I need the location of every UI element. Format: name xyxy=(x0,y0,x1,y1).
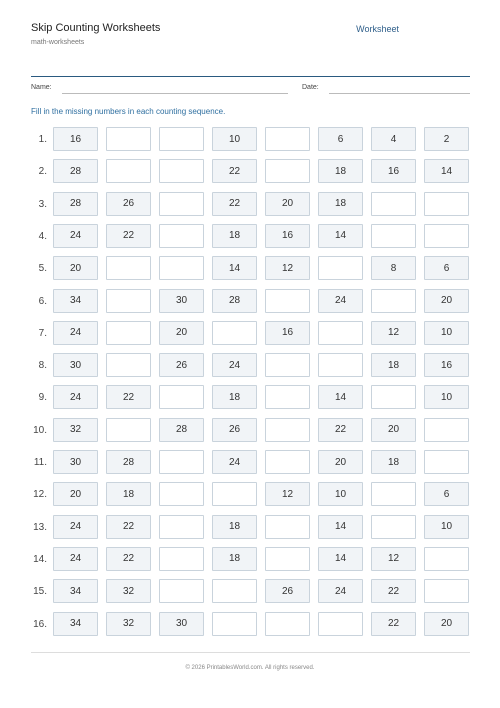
answer-blank-cell[interactable] xyxy=(106,418,151,442)
given-number-cell: 18 xyxy=(371,353,416,377)
footer-divider xyxy=(31,652,470,653)
given-number-cell: 34 xyxy=(53,612,98,636)
answer-blank-cell[interactable] xyxy=(106,321,151,345)
answer-blank-cell[interactable] xyxy=(265,450,310,474)
given-number-cell: 24 xyxy=(53,515,98,539)
answer-blank-cell[interactable] xyxy=(371,385,416,409)
problem-number: 14. xyxy=(33,553,47,565)
given-number-cell: 14 xyxy=(318,385,363,409)
given-number-cell: 24 xyxy=(53,224,98,248)
given-number-cell: 10 xyxy=(318,482,363,506)
given-number-cell: 14 xyxy=(318,547,363,571)
given-number-cell: 30 xyxy=(53,353,98,377)
problem-number: 11. xyxy=(33,457,47,468)
given-number-cell: 34 xyxy=(53,289,98,313)
given-number-cell: 16 xyxy=(53,127,98,151)
problem-number: 2. xyxy=(38,166,47,178)
given-number-cell: 20 xyxy=(371,418,416,442)
answer-blank-cell[interactable] xyxy=(424,418,469,442)
date-label: Date: xyxy=(302,84,319,91)
problem-number: 4. xyxy=(38,230,47,242)
answer-blank-cell[interactable] xyxy=(265,127,310,151)
answer-blank-cell[interactable] xyxy=(371,515,416,539)
problem-number: 13. xyxy=(33,521,47,533)
answer-blank-cell[interactable] xyxy=(159,192,204,216)
given-number-cell: 20 xyxy=(424,289,469,313)
given-number-cell: 20 xyxy=(318,450,363,474)
given-number-cell: 28 xyxy=(159,418,204,442)
problem-number: 1. xyxy=(38,134,47,145)
answer-blank-cell[interactable] xyxy=(318,353,363,377)
answer-blank-cell[interactable] xyxy=(265,612,310,636)
given-number-cell: 8 xyxy=(371,256,416,280)
given-number-cell: 10 xyxy=(424,385,469,409)
answer-blank-cell[interactable] xyxy=(159,256,204,280)
given-number-cell: 24 xyxy=(212,353,257,377)
given-number-cell: 16 xyxy=(371,159,416,183)
given-number-cell: 6 xyxy=(424,256,469,280)
given-number-cell: 10 xyxy=(424,321,469,345)
answer-blank-cell[interactable] xyxy=(265,547,310,571)
document-type-label: Worksheet xyxy=(356,24,399,34)
answer-blank-cell[interactable] xyxy=(318,612,363,636)
given-number-cell: 16 xyxy=(424,353,469,377)
answer-blank-cell[interactable] xyxy=(424,450,469,474)
given-number-cell: 18 xyxy=(318,192,363,216)
given-number-cell: 22 xyxy=(106,385,151,409)
answer-blank-cell[interactable] xyxy=(318,256,363,280)
given-number-cell: 20 xyxy=(265,192,310,216)
answer-blank-cell[interactable] xyxy=(212,321,257,345)
answer-blank-cell[interactable] xyxy=(159,224,204,248)
answer-blank-cell[interactable] xyxy=(106,289,151,313)
given-number-cell: 22 xyxy=(212,159,257,183)
given-number-cell: 12 xyxy=(265,256,310,280)
given-number-cell: 28 xyxy=(53,159,98,183)
name-field[interactable] xyxy=(62,93,288,94)
answer-blank-cell[interactable] xyxy=(318,321,363,345)
given-number-cell: 24 xyxy=(318,289,363,313)
date-field[interactable] xyxy=(329,93,470,94)
answer-blank-cell[interactable] xyxy=(159,482,204,506)
given-number-cell: 32 xyxy=(106,579,151,603)
answer-blank-cell[interactable] xyxy=(212,482,257,506)
given-number-cell: 18 xyxy=(106,482,151,506)
given-number-cell: 22 xyxy=(318,418,363,442)
answer-blank-cell[interactable] xyxy=(159,515,204,539)
worksheet-title: Skip Counting Worksheets xyxy=(31,22,161,34)
given-number-cell: 6 xyxy=(424,482,469,506)
given-number-cell: 24 xyxy=(53,547,98,571)
answer-blank-cell[interactable] xyxy=(212,612,257,636)
given-number-cell: 22 xyxy=(106,515,151,539)
problem-number: 6. xyxy=(38,295,47,307)
given-number-cell: 14 xyxy=(318,224,363,248)
given-number-cell: 32 xyxy=(53,418,98,442)
answer-blank-cell[interactable] xyxy=(265,353,310,377)
given-number-cell: 14 xyxy=(318,515,363,539)
given-number-cell: 14 xyxy=(212,256,257,280)
given-number-cell: 34 xyxy=(53,579,98,603)
given-number-cell: 26 xyxy=(159,353,204,377)
given-number-cell: 16 xyxy=(265,321,310,345)
given-number-cell: 22 xyxy=(212,192,257,216)
given-number-cell: 22 xyxy=(106,224,151,248)
given-number-cell: 18 xyxy=(318,159,363,183)
problem-number: 10. xyxy=(33,424,47,436)
answer-blank-cell[interactable] xyxy=(159,385,204,409)
answer-blank-cell[interactable] xyxy=(212,579,257,603)
given-number-cell: 16 xyxy=(265,224,310,248)
given-number-cell: 14 xyxy=(424,159,469,183)
given-number-cell: 26 xyxy=(106,192,151,216)
answer-blank-cell[interactable] xyxy=(265,159,310,183)
problem-number: 16. xyxy=(33,618,47,630)
answer-blank-cell[interactable] xyxy=(424,224,469,248)
answer-blank-cell[interactable] xyxy=(371,482,416,506)
given-number-cell: 18 xyxy=(212,224,257,248)
given-number-cell: 20 xyxy=(53,256,98,280)
answer-blank-cell[interactable] xyxy=(265,385,310,409)
given-number-cell: 20 xyxy=(53,482,98,506)
instructions-text: Fill in the missing numbers in each counting sequence. xyxy=(31,107,226,116)
worksheet-subtitle: math-worksheets xyxy=(31,39,85,46)
given-number-cell: 26 xyxy=(265,579,310,603)
given-number-cell: 32 xyxy=(106,612,151,636)
given-number-cell: 10 xyxy=(424,515,469,539)
answer-blank-cell[interactable] xyxy=(371,224,416,248)
given-number-cell: 18 xyxy=(212,547,257,571)
answer-blank-cell[interactable] xyxy=(159,547,204,571)
problem-number: 15. xyxy=(33,586,47,598)
answer-blank-cell[interactable] xyxy=(265,289,310,313)
problem-number: 3. xyxy=(38,198,47,210)
answer-blank-cell[interactable] xyxy=(371,192,416,216)
given-number-cell: 22 xyxy=(371,612,416,636)
given-number-cell: 20 xyxy=(159,321,204,345)
given-number-cell: 24 xyxy=(212,450,257,474)
given-number-cell: 30 xyxy=(53,450,98,474)
header-divider xyxy=(31,76,470,77)
answer-blank-cell[interactable] xyxy=(424,579,469,603)
given-number-cell: 18 xyxy=(212,515,257,539)
answer-blank-cell[interactable] xyxy=(424,547,469,571)
answer-blank-cell[interactable] xyxy=(159,127,204,151)
given-number-cell: 30 xyxy=(159,612,204,636)
given-number-cell: 12 xyxy=(371,321,416,345)
given-number-cell: 28 xyxy=(106,450,151,474)
given-number-cell: 22 xyxy=(106,547,151,571)
given-number-cell: 24 xyxy=(53,321,98,345)
copyright-footer: © 2026 PrintablesWorld.com. All rights reserved. xyxy=(185,665,315,671)
answer-blank-cell[interactable] xyxy=(106,256,151,280)
given-number-cell: 30 xyxy=(159,289,204,313)
given-number-cell: 24 xyxy=(318,579,363,603)
given-number-cell: 10 xyxy=(212,127,257,151)
problem-number: 5. xyxy=(38,263,47,275)
answer-blank-cell[interactable] xyxy=(159,159,204,183)
answer-blank-cell[interactable] xyxy=(106,353,151,377)
problem-number: 12. xyxy=(33,489,47,501)
name-label: Name: xyxy=(31,84,52,91)
given-number-cell: 20 xyxy=(424,612,469,636)
given-number-cell: 6 xyxy=(318,127,363,151)
problem-number: 9. xyxy=(38,392,47,404)
answer-blank-cell[interactable] xyxy=(106,127,151,151)
given-number-cell: 24 xyxy=(53,385,98,409)
answer-blank-cell[interactable] xyxy=(265,515,310,539)
answer-blank-cell[interactable] xyxy=(371,289,416,313)
answer-blank-cell[interactable] xyxy=(424,192,469,216)
answer-blank-cell[interactable] xyxy=(159,579,204,603)
answer-blank-cell[interactable] xyxy=(265,418,310,442)
given-number-cell: 28 xyxy=(212,289,257,313)
given-number-cell: 26 xyxy=(212,418,257,442)
given-number-cell: 28 xyxy=(53,192,98,216)
given-number-cell: 12 xyxy=(265,482,310,506)
problem-number: 8. xyxy=(38,360,47,372)
problem-number: 7. xyxy=(38,327,47,339)
given-number-cell: 4 xyxy=(371,127,416,151)
given-number-cell: 22 xyxy=(371,579,416,603)
answer-blank-cell[interactable] xyxy=(106,159,151,183)
name-date-bar xyxy=(31,84,470,96)
answer-blank-cell[interactable] xyxy=(159,450,204,474)
given-number-cell: 12 xyxy=(371,547,416,571)
given-number-cell: 18 xyxy=(371,450,416,474)
given-number-cell: 2 xyxy=(424,127,469,151)
given-number-cell: 18 xyxy=(212,385,257,409)
